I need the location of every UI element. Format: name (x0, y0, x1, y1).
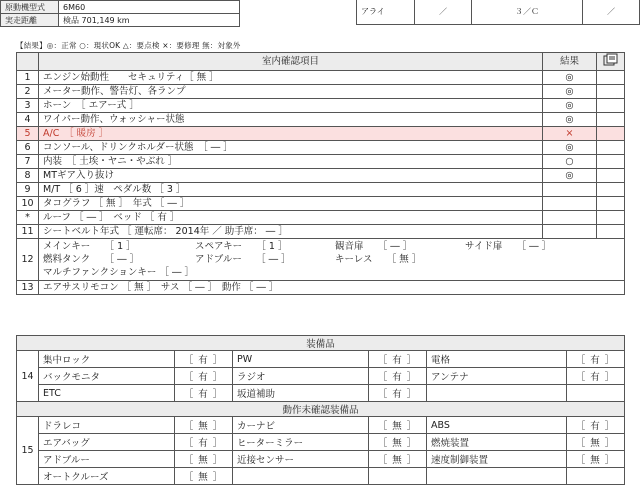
inspection-item-text: エンジン始動性 セキュリティ［ 無 ］ (39, 71, 543, 85)
inspection-result: ◎ (543, 113, 597, 127)
equipment-name: カーナビ (233, 417, 369, 434)
equipment-name: エアバッグ (39, 434, 175, 451)
inspection-item-text: ホーン ［ エアー式 ］ (39, 99, 543, 113)
keyless: キーレス ［ 無 ］ (335, 254, 422, 265)
equipment-value: ［ 有 ］ (567, 417, 625, 434)
equipment-row (17, 385, 625, 402)
inspection-remarks (597, 71, 625, 85)
equipment-value: ［ 無 ］ (175, 468, 233, 485)
inspection-item-text: A/C ［ 暖房 ］ (39, 127, 543, 141)
equipment-name: 速度制御装置 (427, 451, 567, 468)
equipment-value (369, 468, 427, 485)
equipment-value: ［ 有 ］ (567, 351, 625, 368)
alignment-value-1: ／ (415, 0, 472, 24)
inspection-item-text: MTギア入り抜け (39, 169, 543, 183)
equipment-row (17, 368, 625, 385)
document-stack-icon (597, 53, 625, 71)
inspection-row (17, 155, 625, 169)
inspection-remarks (597, 99, 625, 113)
equipment-name: ETC (39, 385, 175, 402)
inspection-row (17, 169, 625, 183)
inspection-item-text: M/T ［ 6 ］速 ペダル数 ［ 3 ］ (39, 183, 543, 197)
equipment-name: ドラレコ (39, 417, 175, 434)
side-door: サイド扉 ［ ― ］ (465, 241, 552, 252)
inspection-row (17, 99, 625, 113)
unconfirmed-row (17, 417, 625, 434)
main-key: メインキー ［ 1 ］ (43, 241, 136, 252)
equipment-value: ［ 無 ］ (567, 434, 625, 451)
row-number: 11 (17, 225, 39, 239)
equipment-name: 近接センサー (233, 451, 369, 468)
engine-model-label: 原動機型式 (1, 1, 59, 14)
row-number: 1 (17, 71, 39, 85)
inspection-result: ◎ (543, 71, 597, 85)
multifunction-key: マルチファンクションキー ［ ― ］ (43, 267, 194, 278)
equipment-name: PW (233, 351, 369, 368)
result-header: 結果 (543, 53, 597, 71)
inspection-item-text: メーター動作、警告灯、各ランプ (39, 85, 543, 99)
equipment-value: ［ 無 ］ (567, 451, 625, 468)
inspection-remarks (597, 183, 625, 197)
equipment-value: ［ 有 ］ (175, 385, 233, 402)
inspection-result (543, 197, 597, 211)
key-line-1 (43, 240, 620, 253)
equipment-value: ［ 有 ］ (369, 351, 427, 368)
equipment-table (16, 335, 625, 485)
equipment-value (567, 468, 625, 485)
equipment-name (427, 468, 567, 485)
inspection-result: ◎ (543, 85, 597, 99)
air-suspension-row (17, 281, 625, 295)
mileage-label: 実走距離 (1, 14, 59, 27)
inspection-item-text: タコグラフ ［ 無 ］ 年式 ［ ― ］ (39, 197, 543, 211)
inspection-item-text: ワイパー動作、ウォッシャー状態 (39, 113, 543, 127)
inspection-row (17, 225, 625, 239)
adblue: アドブルー ［ ― ］ (195, 254, 291, 265)
equipment-value: ［ 無 ］ (369, 451, 427, 468)
row-number: 3 (17, 99, 39, 113)
equipment-name: バックモニタ (39, 368, 175, 385)
inspection-row (17, 197, 625, 211)
equipment-value: ［ 無 ］ (369, 417, 427, 434)
equipment-title: 装備品 (17, 336, 625, 351)
row-number: 14 (17, 351, 39, 402)
equipment-value (567, 385, 625, 402)
mileage-value: 検品 701,149 km (59, 14, 240, 27)
inspection-row (17, 141, 625, 155)
equipment-value: ［ 無 ］ (175, 417, 233, 434)
equipment-name: アドブルー (39, 451, 175, 468)
equipment-value: ［ 有 ］ (369, 385, 427, 402)
alignment-value-2: ３／Ｃ (472, 0, 583, 24)
equipment-name (233, 468, 369, 485)
alignment-value-3: ／ (582, 0, 639, 24)
inspection-row (17, 113, 625, 127)
key-line-2 (43, 253, 620, 266)
equipment-value: ［ 有 ］ (175, 434, 233, 451)
interior-inspection-table (16, 52, 625, 295)
air-suspension-text: エアサスリモコン ［ 無 ］ サス ［ ― ］ 動作 ［ ― ］ (39, 281, 625, 295)
inspection-result (543, 225, 597, 239)
fuel-tank: 燃料タンク ［ ― ］ (43, 254, 140, 265)
row-number: 6 (17, 141, 39, 155)
inspection-remarks (597, 155, 625, 169)
inspection-remarks (597, 113, 625, 127)
interior-header-row (17, 53, 625, 71)
equipment-value: ［ 有 ］ (369, 368, 427, 385)
inspection-item-text: 内装 ［ 土埃・ヤニ・やぶれ ］ (39, 155, 543, 169)
row-number: 10 (17, 197, 39, 211)
key-items-row (17, 239, 625, 281)
equipment-value: ［ 無 ］ (369, 434, 427, 451)
inspection-remarks (597, 225, 625, 239)
result-legend: 【結果】◎：正常 ○：現状OK △：要点検 ×：要修理 無：対象外 (16, 41, 241, 50)
equipment-name (427, 385, 567, 402)
spare-key: スペアキー ［ 1 ］ (195, 241, 288, 252)
unconfirmed-row (17, 451, 625, 468)
engine-model-value: 6M60 (59, 1, 240, 14)
equipment-value: ［ 無 ］ (175, 451, 233, 468)
row-number: 5 (17, 127, 39, 141)
equipment-name: 坂道補助 (233, 385, 369, 402)
inspection-remarks (597, 141, 625, 155)
inspection-remarks (597, 127, 625, 141)
alignment-label: アライ (357, 0, 415, 24)
equipment-name: 電格 (427, 351, 567, 368)
inspection-row (17, 127, 625, 141)
unconfirmed-row (17, 468, 625, 485)
inspection-result: ◎ (543, 141, 597, 155)
equipment-name: ヒーターミラー (233, 434, 369, 451)
inspection-item-text: コンソール、ドリンクホルダー状態 ［ ― ］ (39, 141, 543, 155)
row-number: 4 (17, 113, 39, 127)
inspection-result: ◎ (543, 99, 597, 113)
inspection-remarks (597, 197, 625, 211)
unconfirmed-row (17, 434, 625, 451)
engine-info-table (0, 0, 240, 27)
row-number: 12 (17, 239, 39, 281)
equipment-name: 燃焼装置 (427, 434, 567, 451)
interior-title: 室内確認項目 (39, 53, 543, 71)
equipment-name: ABS (427, 417, 567, 434)
row-number: * (17, 211, 39, 225)
inspection-remarks (597, 211, 625, 225)
equipment-value: ［ 有 ］ (567, 368, 625, 385)
inspection-result (543, 211, 597, 225)
equipment-value: ［ 有 ］ (175, 368, 233, 385)
equipment-name: 集中ロック (39, 351, 175, 368)
rear-door: 観音扉 ［ ― ］ (335, 241, 413, 252)
row-number: 8 (17, 169, 39, 183)
row-number: 15 (17, 417, 39, 485)
row-number: 9 (17, 183, 39, 197)
inspection-result: ◎ (543, 169, 597, 183)
inspection-result: ○ (543, 155, 597, 169)
alignment-table (356, 0, 640, 25)
equipment-name: オートクルーズ (39, 468, 175, 485)
unconfirmed-title: 動作未確認装備品 (17, 402, 625, 417)
row-number: 7 (17, 155, 39, 169)
mileage-row (1, 14, 240, 27)
inspection-remarks (597, 85, 625, 99)
inspection-item-text: ルーフ ［ ― ］ ベッド ［ 有 ］ (39, 211, 543, 225)
row-number: 13 (17, 281, 39, 295)
engine-model-row (1, 1, 240, 14)
inspection-row (17, 85, 625, 99)
key-items-text (39, 239, 625, 281)
equipment-value: ［ 有 ］ (175, 351, 233, 368)
inspection-row (17, 183, 625, 197)
row-number: 2 (17, 85, 39, 99)
equipment-name: ラジオ (233, 368, 369, 385)
inspection-remarks (597, 169, 625, 183)
inspection-row (17, 211, 625, 225)
inspection-row (17, 71, 625, 85)
inspection-result (543, 183, 597, 197)
equipment-name: アンテナ (427, 368, 567, 385)
inspection-result: × (543, 127, 597, 141)
inspection-item-text: シートベルト年式 ［ 運転席： 2014年 ／ 助手席： ― ］ (39, 225, 543, 239)
equipment-row (17, 351, 625, 368)
